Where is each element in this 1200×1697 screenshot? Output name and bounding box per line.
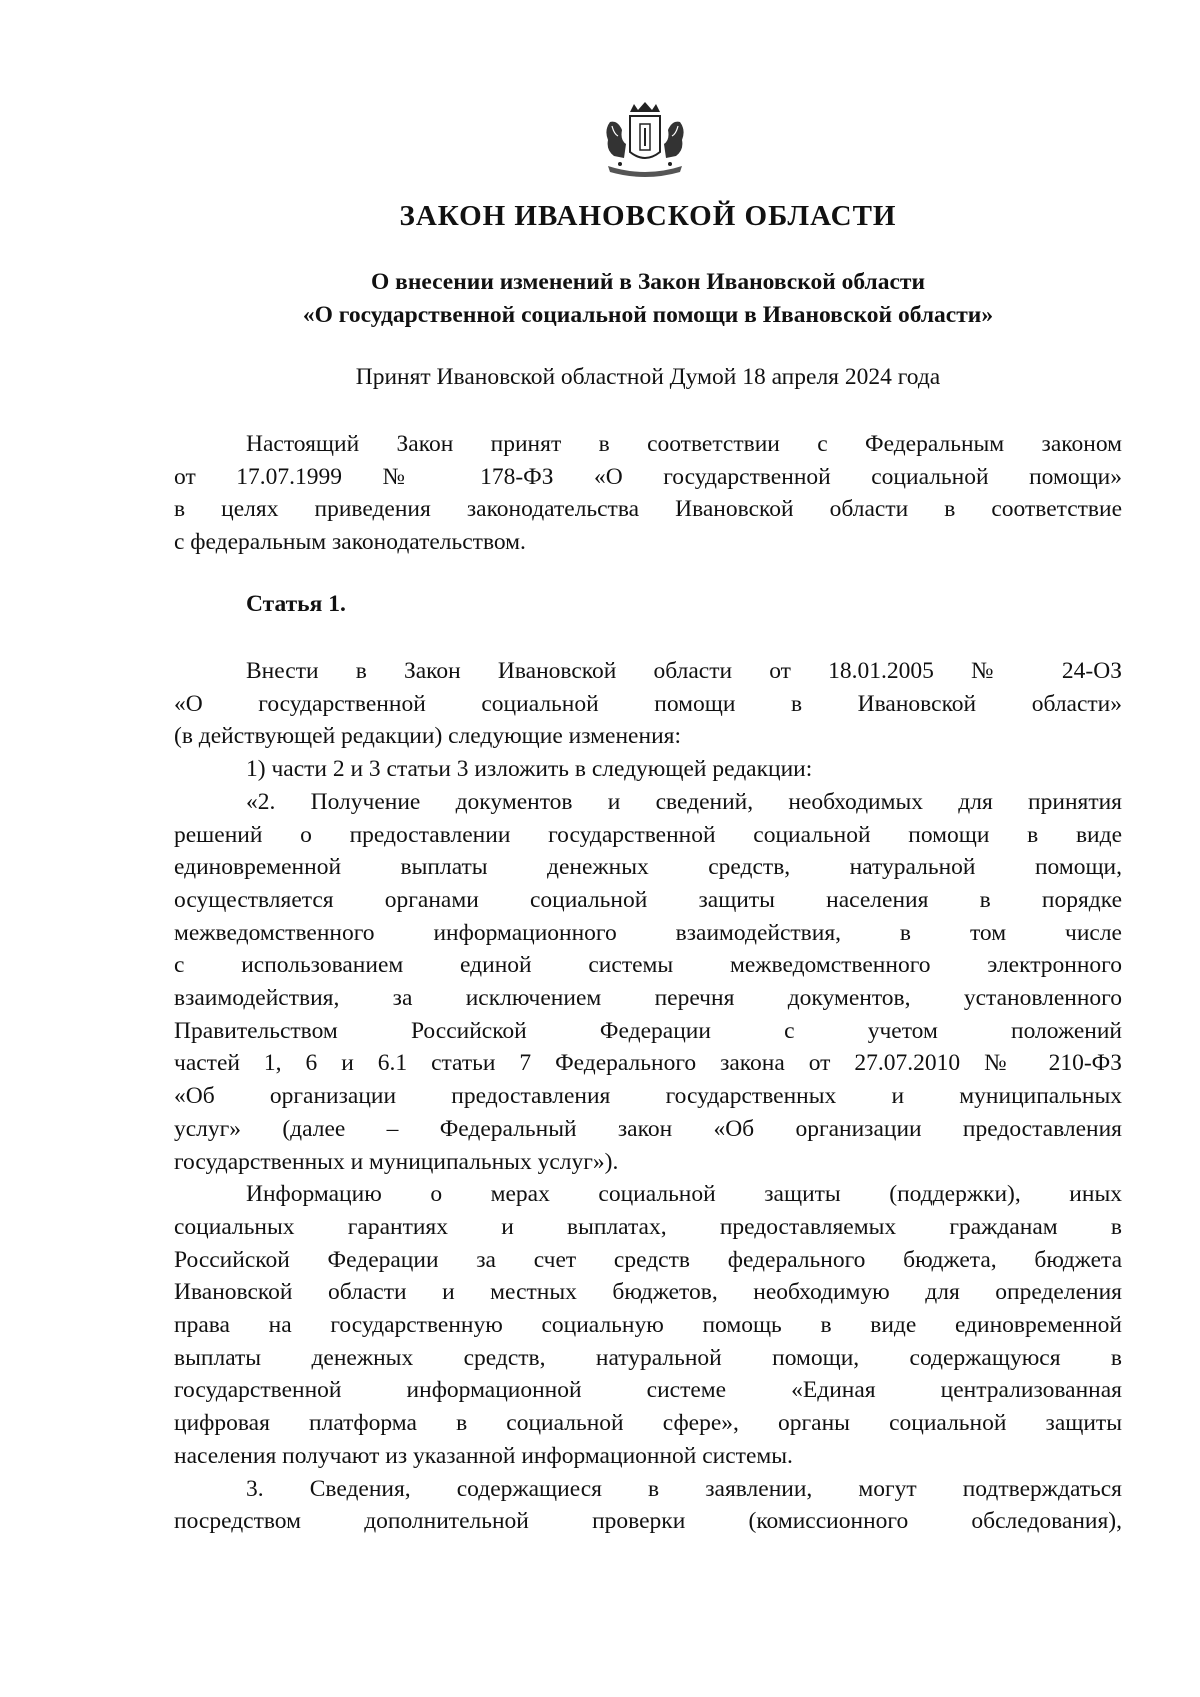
text-line: 3. Сведения, содержащиеся в заявлении, могут подтверждаться [246,1475,1122,1502]
text-line: «О государственной социальной помощи в Ивановской области» [174,690,1122,717]
document-subtitle [174,266,1122,332]
text-line: Правительством Российской Федерации с учетом положений [174,1017,1122,1044]
text-line: частей 1, 6 и 6.1 статьи 7 Федерального закона от 27.07.2010 № 210-ФЗ [174,1050,1122,1077]
text-line: единовременной выплаты денежных средств, натуральной помощи, [174,854,1122,881]
subtitle-line: «О государственной социальной помощи в Ивановской области» [302,302,994,328]
text-line: 1) части 2 и 3 статьи 3 изложить в следующей редакции: [246,756,813,783]
text-line: от 17.07.1999 № 178-ФЗ «О государственной социальной помощи» [174,463,1122,490]
text-line: с использованием единой системы межведомственного электронного [174,952,1122,979]
text-line: «2. Получение документов и сведений, необходимых для принятия [246,788,1122,815]
text-line: Российской Федерации за счет средств федерального бюджета, бюджета [174,1246,1122,1273]
adoption-note: Принят Ивановской областной Думой 18 апреля 2024 года [355,364,941,390]
text-line: решений о предоставлении государственной социальной помощи в виде [174,821,1122,848]
text-line: выплаты денежных средств, натуральной помощи, содержащуюся в [174,1344,1122,1371]
text-line: населения получают из указанной информационной системы. [174,1442,793,1469]
text-line: «Об организации предоставления государственных и муниципальных [174,1083,1122,1110]
text-line: посредством дополнительной проверки (комиссионного обследования), [174,1508,1122,1535]
text-line: услуг» (далее – Федеральный закон «Об организации предоставления [174,1115,1122,1142]
text-line: межведомственного информационного взаимодействия, в том числе [174,919,1122,946]
text-line: с федеральным законодательством. [174,529,526,556]
document-title: ЗАКОН ИВАНОВСКОЙ ОБЛАСТИ [399,200,897,232]
text-line: Информацию о мерах социальной защиты (поддержки), иных [246,1181,1122,1208]
text-line: взаимодействия, за исключением перечня документов, установленного [174,985,1122,1012]
text-line: (в действующей редакции) следующие изменения: [174,723,681,750]
article-body [174,655,1122,1538]
text-line: Настоящий Закон принят в соответствии с Федеральным законом [246,431,1122,457]
text-line: осуществляется органами социальной защиты населения в порядке [174,886,1122,913]
text-line: права на государственную социальную помощь в виде единовременной [174,1312,1122,1339]
preamble-paragraph [174,428,1122,559]
article-heading: Статья 1. [246,591,346,617]
text-line: Ивановской области и местных бюджетов, необходимую для определения [174,1279,1122,1306]
text-line: социальных гарантиях и выплатах, предоставляемых гражданам в [174,1213,1122,1240]
subtitle-line: О внесении изменений в Закон Ивановской области [370,269,925,295]
text-line: Внести в Закон Ивановской области от 18.01.2005 № 24-ОЗ [246,658,1122,684]
text-line: государственных и муниципальных услуг»). [174,1148,619,1175]
coat-of-arms-icon [600,100,690,182]
text-line: в целях приведения законодательства Ивановской области в соответствие [174,496,1122,523]
text-line: государственной информационной системе «Единая централизованная [174,1377,1122,1404]
text-line: цифровая платформа в социальной сфере», органы социальной защиты [174,1410,1122,1437]
